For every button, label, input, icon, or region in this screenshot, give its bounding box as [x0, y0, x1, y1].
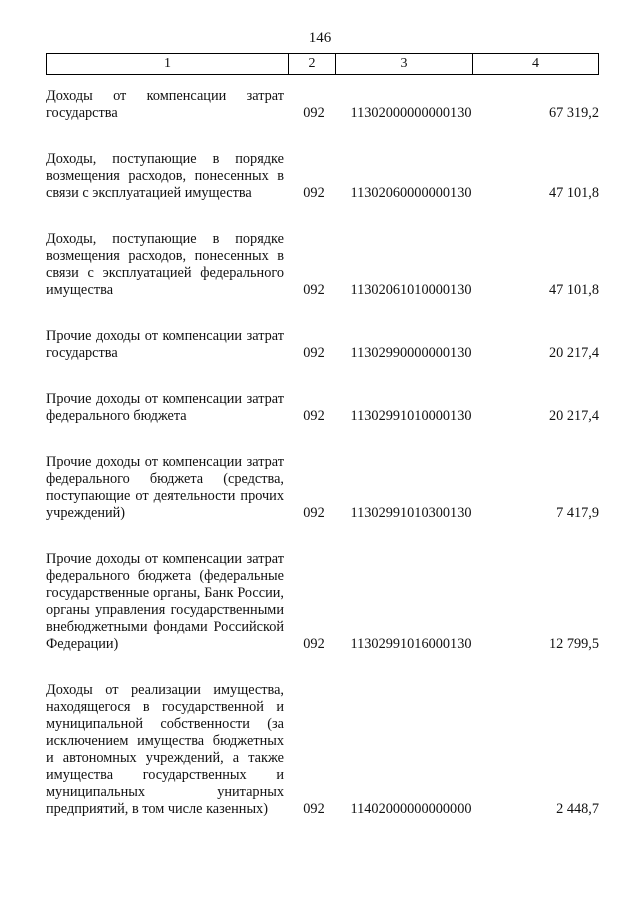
- row-budget-code: 11302000000000130: [350, 105, 472, 121]
- table-row: [46, 682, 599, 818]
- row-admin-code: 092: [303, 105, 325, 121]
- row-amount: 12 799,5: [548, 636, 599, 652]
- table-row: [46, 328, 599, 362]
- row-amount: 2 448,7: [556, 801, 599, 817]
- page-number: 146: [308, 30, 332, 46]
- row-budget-code: 11402000000000000: [350, 801, 472, 817]
- row-description: Доходы от реализации имущества, находящегося в государственной и муниципальной собственности (за исключением имущества бюджетных и автономных учреждений, а также имущества государственных и муниципальных унитарных предприятий, в том числе казенных): [46, 682, 284, 817]
- row-amount: 47 101,8: [548, 282, 599, 298]
- header-col-3: 3: [335, 54, 472, 74]
- table-body: [46, 88, 599, 847]
- row-description: Доходы, поступающие в порядке возмещения расходов, понесенных в связи с эксплуатацией федерального имущества: [46, 231, 284, 298]
- row-budget-code: 11302991016000130: [350, 636, 472, 652]
- row-budget-code: 11302990000000130: [350, 345, 472, 361]
- row-amount: 47 101,8: [548, 185, 599, 201]
- row-admin-code: 092: [303, 282, 325, 298]
- table-row: [46, 231, 599, 299]
- row-admin-code: 092: [303, 345, 325, 361]
- row-description: Прочие доходы от компенсации затрат государства: [46, 328, 284, 361]
- table-row: [46, 151, 599, 202]
- row-admin-code: 092: [303, 408, 325, 424]
- table-header: [46, 53, 599, 75]
- header-col-4: 4: [472, 54, 598, 74]
- row-admin-code: 092: [303, 505, 325, 521]
- row-amount: 20 217,4: [548, 345, 599, 361]
- row-budget-code: 11302991010300130: [350, 505, 472, 521]
- row-amount: 20 217,4: [548, 408, 599, 424]
- row-budget-code: 11302060000000130: [350, 185, 472, 201]
- row-budget-code: 11302991010000130: [350, 408, 472, 424]
- header-col-2: 2: [288, 54, 335, 74]
- row-admin-code: 092: [303, 636, 325, 652]
- row-admin-code: 092: [303, 185, 325, 201]
- row-description: Прочие доходы от компенсации затрат федерального бюджета (федеральные государственные органы, Банк России, органы управления государственными внебюджетными фондами Российской Федерации): [46, 551, 284, 652]
- header-col-1: 1: [164, 56, 171, 71]
- table-row: [46, 88, 599, 122]
- row-description: Доходы от компенсации затрат государства: [46, 88, 284, 121]
- row-description: Прочие доходы от компенсации затрат федерального бюджета (средства, поступающие от деятельности прочих учреждений): [46, 454, 284, 521]
- row-description: Доходы, поступающие в порядке возмещения расходов, понесенных в связи с эксплуатацией имущества: [46, 151, 284, 201]
- row-description: Прочие доходы от компенсации затрат федерального бюджета: [46, 391, 284, 424]
- table-row: [46, 454, 599, 522]
- table-row: [46, 391, 599, 425]
- row-amount: 7 417,9: [556, 505, 599, 521]
- row-budget-code: 11302061010000130: [350, 282, 472, 298]
- row-amount: 67 319,2: [548, 105, 599, 121]
- row-admin-code: 092: [303, 801, 325, 817]
- table-row: [46, 551, 599, 653]
